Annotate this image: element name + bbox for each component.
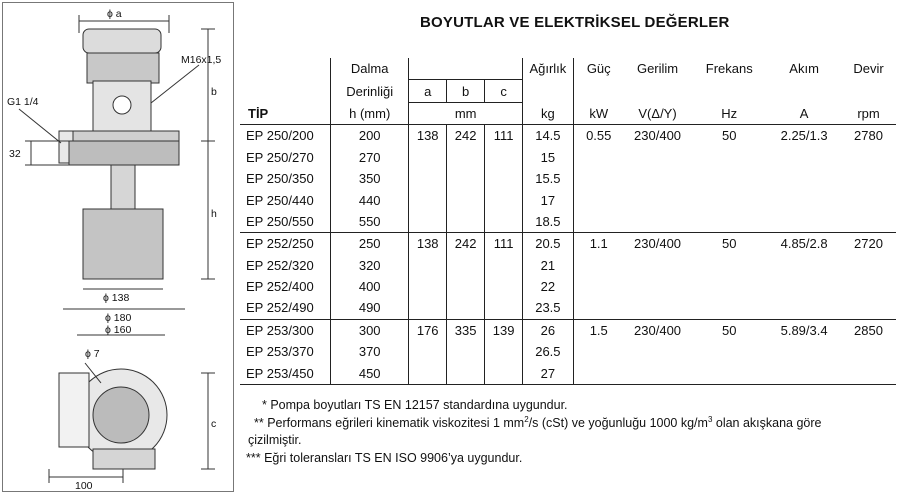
row-h: 550: [331, 211, 409, 233]
row-tip: EP 252/400: [246, 279, 314, 295]
header-voltage: V(Δ/Y): [624, 102, 691, 124]
row-kg: 18.5: [523, 211, 574, 233]
note-2-sup-2: 3: [707, 414, 713, 424]
row-tip: EP 250/270: [246, 149, 314, 165]
header-a-unit: A: [767, 102, 841, 124]
row-h: 270: [331, 147, 409, 168]
motor-body: [87, 53, 159, 83]
header-kw: kW: [573, 102, 624, 124]
row-b: 335: [447, 319, 485, 341]
pump-flange: [69, 131, 179, 141]
row-freq: 50: [722, 236, 737, 252]
dim-180-label: ϕ 180: [105, 312, 132, 324]
header-b: b: [447, 80, 485, 102]
row-kg: 26.5: [523, 341, 574, 362]
header-gerilim: Gerilim: [636, 61, 679, 77]
header-mm: mm: [409, 102, 523, 124]
header-agirlik: Ağırlık: [523, 58, 574, 80]
row-kg: 14.5: [523, 125, 574, 147]
note-2-part-b: /s (cSt) ve yoğunluğu 1000 kg/m: [528, 415, 708, 430]
technical-drawing-panel: [2, 2, 234, 492]
note-2-sup-1: 2: [524, 414, 529, 424]
row-tip: EP 253/370: [246, 344, 314, 360]
row-h: 300: [331, 319, 409, 341]
header-hz: Hz: [691, 102, 767, 124]
table-row: [240, 168, 896, 189]
row-a: 176: [409, 319, 447, 341]
note-2: [246, 415, 896, 433]
row-voltage: 230/400: [634, 322, 682, 338]
row-current: 4.85/2.8: [780, 236, 828, 252]
table-row: [240, 319, 896, 341]
table-row: [240, 211, 896, 233]
row-tip: EP 252/250: [246, 236, 314, 252]
header-guc: Güç: [573, 58, 624, 80]
row-h: 440: [331, 189, 409, 210]
header-a: a: [409, 80, 447, 102]
dim-h-label: h: [211, 208, 217, 220]
row-current: 5.89/3.4: [780, 322, 828, 338]
row-b: 242: [447, 125, 485, 147]
row-c: 139: [485, 319, 523, 341]
pump-shaft: [111, 165, 135, 209]
row-power: 1.1: [573, 233, 624, 255]
row-tip: EP 250/350: [246, 171, 314, 187]
page-title: BOYUTLAR VE ELEKTRİKSEL DEĞERLER: [420, 14, 730, 31]
dim-160-label: ϕ 160: [105, 324, 132, 336]
row-tip: EP 250/550: [240, 211, 331, 233]
row-voltage: 230/400: [634, 128, 682, 144]
dim-g-label: G1 1/4: [7, 96, 39, 108]
row-kg: 15: [523, 147, 574, 168]
row-tip: EP 250/200: [246, 128, 314, 144]
pump-body: [83, 209, 163, 279]
row-current: 2.25/1.3: [780, 128, 828, 144]
row-a: 138: [409, 233, 447, 255]
dim-138-label: ϕ 138: [103, 292, 130, 304]
row-kg: 15.5: [523, 168, 574, 189]
row-h: 320: [331, 255, 409, 276]
header-c: c: [485, 80, 523, 102]
row-kg: 20.5: [523, 233, 574, 255]
row-h: 250: [331, 233, 409, 255]
motor-cap: [83, 29, 161, 53]
dim-c-label: c: [211, 418, 217, 430]
footnotes: [246, 397, 896, 467]
header-kg: kg: [523, 102, 574, 124]
row-h: 370: [331, 341, 409, 362]
spec-table: [240, 58, 896, 385]
table-row: [240, 125, 896, 147]
row-kg: 26: [523, 319, 574, 341]
dim-100-label: 100: [75, 480, 93, 492]
row-rpm: 2720: [854, 236, 883, 252]
header-frekans: Frekans: [705, 61, 753, 77]
row-tip: EP 252/320: [246, 257, 314, 273]
table-row: [240, 147, 896, 168]
mounting-plate: [69, 141, 179, 165]
header-h-mm: h (mm): [331, 102, 409, 124]
table-row: [240, 189, 896, 210]
row-tip: EP 253/450: [240, 362, 331, 384]
logo-disk: [113, 96, 131, 114]
dim-7-label: ϕ 7: [85, 348, 100, 360]
row-b: 242: [447, 233, 485, 255]
row-freq: 50: [722, 322, 737, 338]
table-row: [240, 362, 896, 384]
row-h: 490: [331, 297, 409, 319]
row-freq: 50: [722, 128, 737, 144]
dim-m16-label: M16x1,5: [181, 54, 222, 66]
bottom-view-strainer: [93, 387, 149, 443]
row-kg: 27: [523, 362, 574, 384]
dim-a-label: ϕ a: [107, 8, 122, 20]
row-kg: 23.5: [523, 297, 574, 319]
header-rpm: rpm: [841, 102, 896, 124]
row-rpm: 2780: [854, 128, 883, 144]
table-row: [240, 276, 896, 297]
row-a: 138: [409, 125, 447, 147]
row-tip: EP 250/440: [246, 192, 314, 208]
note-2-line-2: çizilmiştir.: [248, 433, 302, 447]
table-row: [240, 297, 896, 319]
header-dalma: Dalma: [331, 58, 409, 80]
row-tip: EP 253/300: [246, 322, 314, 338]
bottom-view-base: [93, 449, 155, 469]
header-row-3: [240, 102, 896, 124]
note-1: * Pompa boyutları TS EN 12157 standardına uygundur.: [262, 398, 568, 412]
dim-32-label: 32: [9, 148, 21, 160]
row-rpm: 2850: [854, 322, 883, 338]
row-power: 1.5: [573, 319, 624, 341]
row-tip: EP 252/490: [240, 297, 331, 319]
row-h: 350: [331, 168, 409, 189]
row-h: 450: [331, 362, 409, 384]
row-voltage: 230/400: [634, 236, 682, 252]
pump-drawing: [3, 3, 234, 492]
table-row: [240, 341, 896, 362]
header-derinligi: Derinliği: [331, 80, 409, 102]
header-row-1: [240, 58, 896, 80]
row-h: 200: [331, 125, 409, 147]
row-power: 0.55: [573, 125, 624, 147]
header-tip: TİP: [240, 102, 331, 124]
header-akim: Akım: [789, 61, 819, 77]
row-kg: 22: [523, 276, 574, 297]
header-row-2: [240, 80, 896, 102]
note-2-part-c: olan akışkana göre: [712, 415, 822, 430]
row-h: 400: [331, 276, 409, 297]
note-2-part-a: ** Performans eğrileri kinematik viskozitesi 1 mm: [254, 415, 525, 430]
row-c: 111: [485, 125, 523, 147]
table-row: [240, 255, 896, 276]
bottom-view-outlet: [59, 373, 89, 447]
note-3: *** Eğri toleransları TS EN ISO 9906’ya uygundur.: [246, 450, 523, 465]
header-devir: Devir: [853, 61, 884, 77]
row-kg: 17: [523, 189, 574, 210]
table-row: [240, 233, 896, 255]
row-kg: 21: [523, 255, 574, 276]
dim-b-label: b: [211, 86, 217, 98]
row-c: 111: [485, 233, 523, 255]
